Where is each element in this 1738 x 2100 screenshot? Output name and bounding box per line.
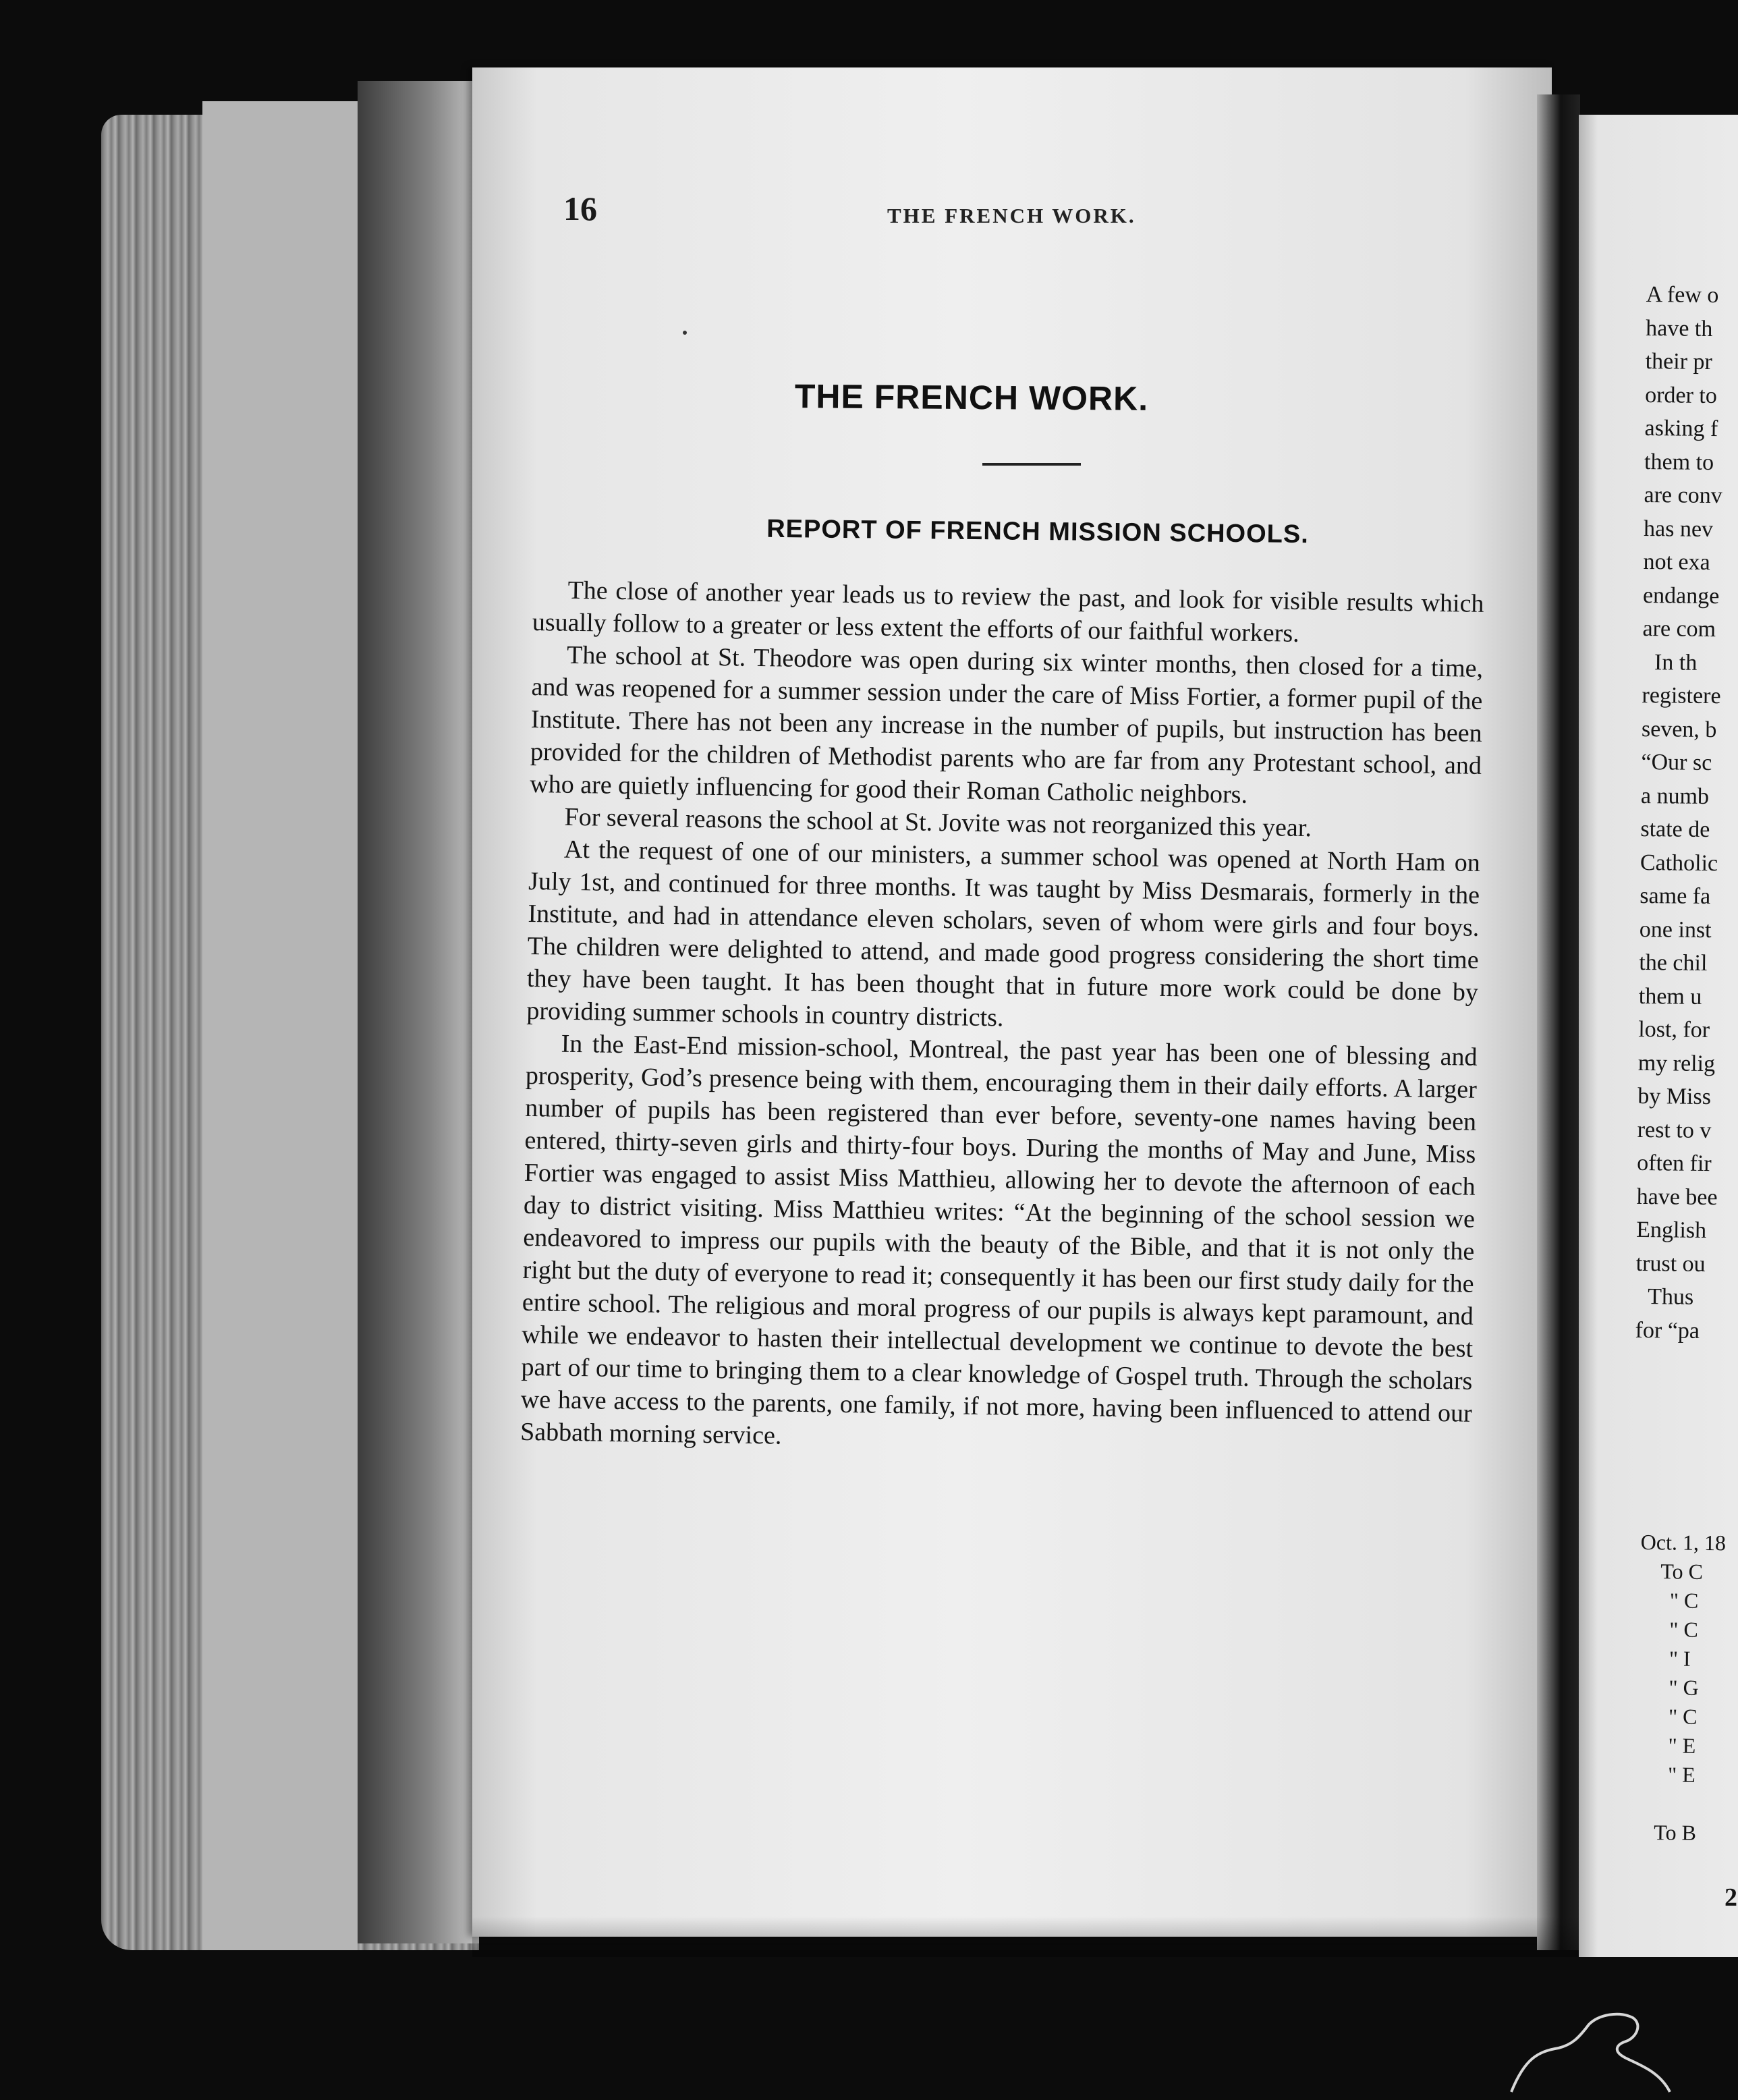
facing-page-line: order to	[1644, 382, 1718, 408]
ink-speck	[683, 331, 687, 335]
facing-page-column	[1635, 278, 1738, 1348]
title-rule	[982, 463, 1081, 466]
facing-page-table-line: Oct. 1, 18	[1640, 1529, 1727, 1555]
book-gutter	[1537, 94, 1580, 1950]
facing-page-line: often fir	[1637, 1150, 1712, 1177]
facing-page-line: have bee	[1636, 1184, 1718, 1210]
facing-page-table-line: " C	[1669, 1588, 1699, 1613]
running-head	[563, 184, 1481, 238]
facing-page-line: my relig	[1637, 1050, 1716, 1076]
facing-page-table-line: " C	[1668, 1704, 1698, 1729]
article-title: THE FRENCH WORK.	[794, 377, 1149, 418]
facing-page-line: not exa	[1643, 549, 1710, 576]
facing-page-line: asking f	[1644, 415, 1718, 442]
facing-page-line: trust ou	[1635, 1250, 1706, 1277]
facing-page-line: English	[1636, 1217, 1707, 1244]
facing-page-line: for “pa	[1635, 1317, 1700, 1344]
facing-page-line: one inst	[1639, 916, 1712, 943]
facing-page-table-line: " G	[1669, 1675, 1699, 1700]
facing-page-line: state de	[1640, 816, 1710, 843]
running-title: THE FRENCH WORK.	[887, 204, 1136, 227]
facing-page-table-line: " I	[1669, 1646, 1691, 1671]
facing-page-line: Catholic	[1639, 850, 1718, 876]
facing-page-line: registere	[1642, 682, 1721, 709]
paragraph: The school at St. Theodore was open during six winter months, then closed for a time, and was reopened for a summer session under the care of Miss Fortier, a former pupil of the Institute. There has not been any increase in the number of pupils, but instruction has been provided for the children of Methodist parents who are far from any Protestant school, and who are quietly influencing for good their Roman Catholic neighbors.	[530, 640, 1484, 809]
facing-page-line: have th	[1646, 315, 1713, 341]
article-subtitle: REPORT OF FRENCH MISSION SCHOOLS.	[766, 514, 1309, 549]
facing-page-table-line: " E	[1668, 1733, 1696, 1758]
facing-page-line: them u	[1638, 983, 1702, 1010]
facing-page-line: seven, b	[1641, 716, 1717, 742]
facing-page-line: are conv	[1644, 482, 1722, 509]
facing-page-line: their pr	[1645, 348, 1713, 375]
paper-scrap-outline	[1498, 1997, 1673, 2099]
paragraph: At the request of one of our ministers, a summer school was opened at North Ham on July 1st, and continued for three months. It was taught by Miss Desmarais, formerly in the Institute, and had in attendance eleven scholars, seven of whom were girls and four boys. The children were delighted to attend, and made good progress considering the short time they have been taught. It has been thought that in future more work could be done by providing summer schools in country districts.	[526, 835, 1481, 1032]
facing-page-line: endange	[1642, 582, 1720, 609]
paragraph: The close of another year leads us to review the past, and look for visible results which usually follow to a greater or less extent the efforts of our faithful workers.	[532, 576, 1484, 648]
page-number: 16	[563, 190, 597, 227]
page-bottom-shadow	[472, 1916, 1579, 1957]
facing-page-table-line: " E	[1667, 1762, 1695, 1787]
facing-page-line: lost, for	[1638, 1016, 1710, 1043]
facing-page-line: A few o	[1646, 281, 1719, 308]
facing-page-table-line	[1637, 1789, 1735, 1819]
spine-shadow	[358, 81, 479, 1943]
facing-page-line: In th	[1654, 649, 1698, 675]
article-body	[520, 574, 1484, 1462]
facing-page-line: a numb	[1640, 783, 1710, 809]
facing-page-corner-mark: 2	[1725, 1883, 1737, 1912]
facing-page-line: by Miss	[1637, 1083, 1712, 1110]
facing-page-line: are com	[1642, 615, 1716, 642]
facing-page-table-line: " C	[1669, 1617, 1699, 1642]
facing-page-table-line: To C	[1660, 1559, 1704, 1584]
paragraph: In the East-End mission-school, Montreal, the past year has been one of blessing and prosperity, God’s presence being with them, encouraging them in their daily efforts. A larger number of pupils has been registered than ever before, seventy-one names having been entered, thirty-seven girls and thirty-four boys. During the months of May and June, Miss Fortier was engaged to assist Miss Matthieu, allowing her to devote the afternoon of each day to district visiting. Miss Matthieu writes: “At the beginning of the school session we endeavored to impress our pupils with the beauty of the Bible, and that it is not only the right but the duty of everyone to read it; consequently it has been our first study daily for the entire school. The religious and moral progress of our pupils is always kept paramount, and while we endeavor to hasten their intellectual development we continue to devote the best part of our time to bringing them to a clear knowledge of Gospel truth. Through the scholars we have access to the parents, one family, if not more, having been influenced to attend our Sabbath morning service.	[520, 1029, 1478, 1450]
facing-page-line: Thus	[1647, 1284, 1694, 1310]
facing-page-line: same fa	[1639, 883, 1711, 910]
facing-page-line: the chil	[1639, 949, 1708, 976]
page-edge-band	[202, 101, 358, 1950]
facing-page-table-line: To B	[1654, 1820, 1697, 1845]
facing-page-line: rest to v	[1637, 1117, 1712, 1143]
facing-page-line: them to	[1644, 449, 1714, 475]
facing-page-line: has nev	[1643, 516, 1714, 542]
facing-page-table	[1637, 1528, 1738, 1848]
facing-page-line: “Our sc	[1641, 749, 1712, 776]
paragraph: For several reasons the school at St. Jovite was not reorganized this year.	[564, 802, 1312, 843]
